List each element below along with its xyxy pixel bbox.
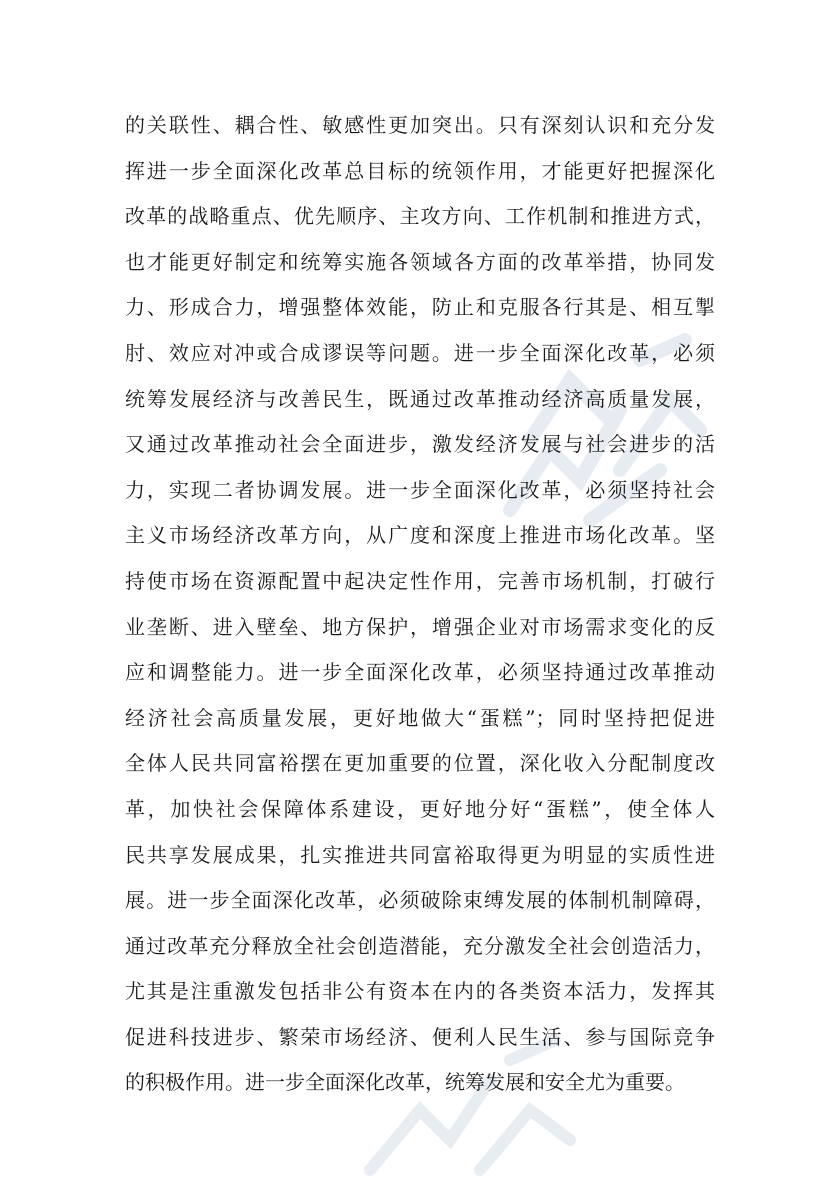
text-line: 又通过改革推动社会全面进步，激发经济发展与社会进步的活 — [125, 432, 715, 457]
text-line: 应和调整能力。进一步全面深化改革，必须坚持通过改革推动 — [125, 660, 715, 685]
text-line: 也才能更好制定和统筹实施各领域各方面的改革举措，协同发 — [125, 249, 715, 274]
text-line: 业垄断、进入壁垒、地方保护，增强企业对市场需求变化的反 — [125, 614, 715, 639]
text-line: 展。进一步全面深化改革，必须破除束缚发展的体制机制障碍， — [125, 888, 715, 913]
text-line: 的关联性、耦合性、敏感性更加突出。只有深刻认识和充分发 — [125, 113, 715, 137]
text-line: 挥进一步全面深化改革总目标的统领作用，才能更好把握深化 — [125, 158, 715, 183]
text-line: 肘、效应对冲或合成谬误等问题。进一步全面深化改革，必须 — [125, 340, 715, 365]
text-line: 革，加快社会保障体系建设，更好地分好“蛋糕”，使全体人 — [125, 796, 715, 821]
text-line: 民共享发展成果，扎实推进共同富裕取得更为明显的实质性进 — [125, 842, 715, 867]
text-line: 改革的战略重点、优先顺序、主攻方向、工作机制和推进方式， — [125, 204, 715, 229]
text-line: 通过改革充分释放全社会创造潜能，充分激发全社会创造活力， — [125, 933, 715, 958]
text-line: 促进科技进步、繁荣市场经济、便利人民生活、参与国际竞争 — [125, 1024, 715, 1049]
text-line: 力、形成合力，增强整体效能，防止和克服各行其是、相互掣 — [125, 295, 715, 320]
text-line: 的积极作用。进一步全面深化改革，统筹发展和安全尤为重要。 — [125, 1070, 685, 1095]
body-text — [125, 103, 715, 1106]
text-line: 尤其是注重激发包括非公有资本在内的各类资本活力，发挥其 — [125, 979, 715, 1004]
text-line: 经济社会高质量发展，更好地做大“蛋糕”；同时坚持把促进 — [125, 705, 715, 730]
text-line: 全体人民共同富裕摆在更加重要的位置，深化收入分配制度改 — [125, 751, 715, 776]
text-line: 统筹发展经济与改善民生，既通过改革推动经济高质量发展， — [125, 386, 715, 411]
text-line: 持使市场在资源配置中起决定性作用，完善市场机制，打破行 — [125, 568, 715, 593]
text-line: 力，实现二者协调发展。进一步全面深化改革，必须坚持社会 — [125, 477, 715, 502]
text-line: 主义市场经济改革方向，从广度和深度上推进市场化改革。坚 — [125, 523, 715, 548]
